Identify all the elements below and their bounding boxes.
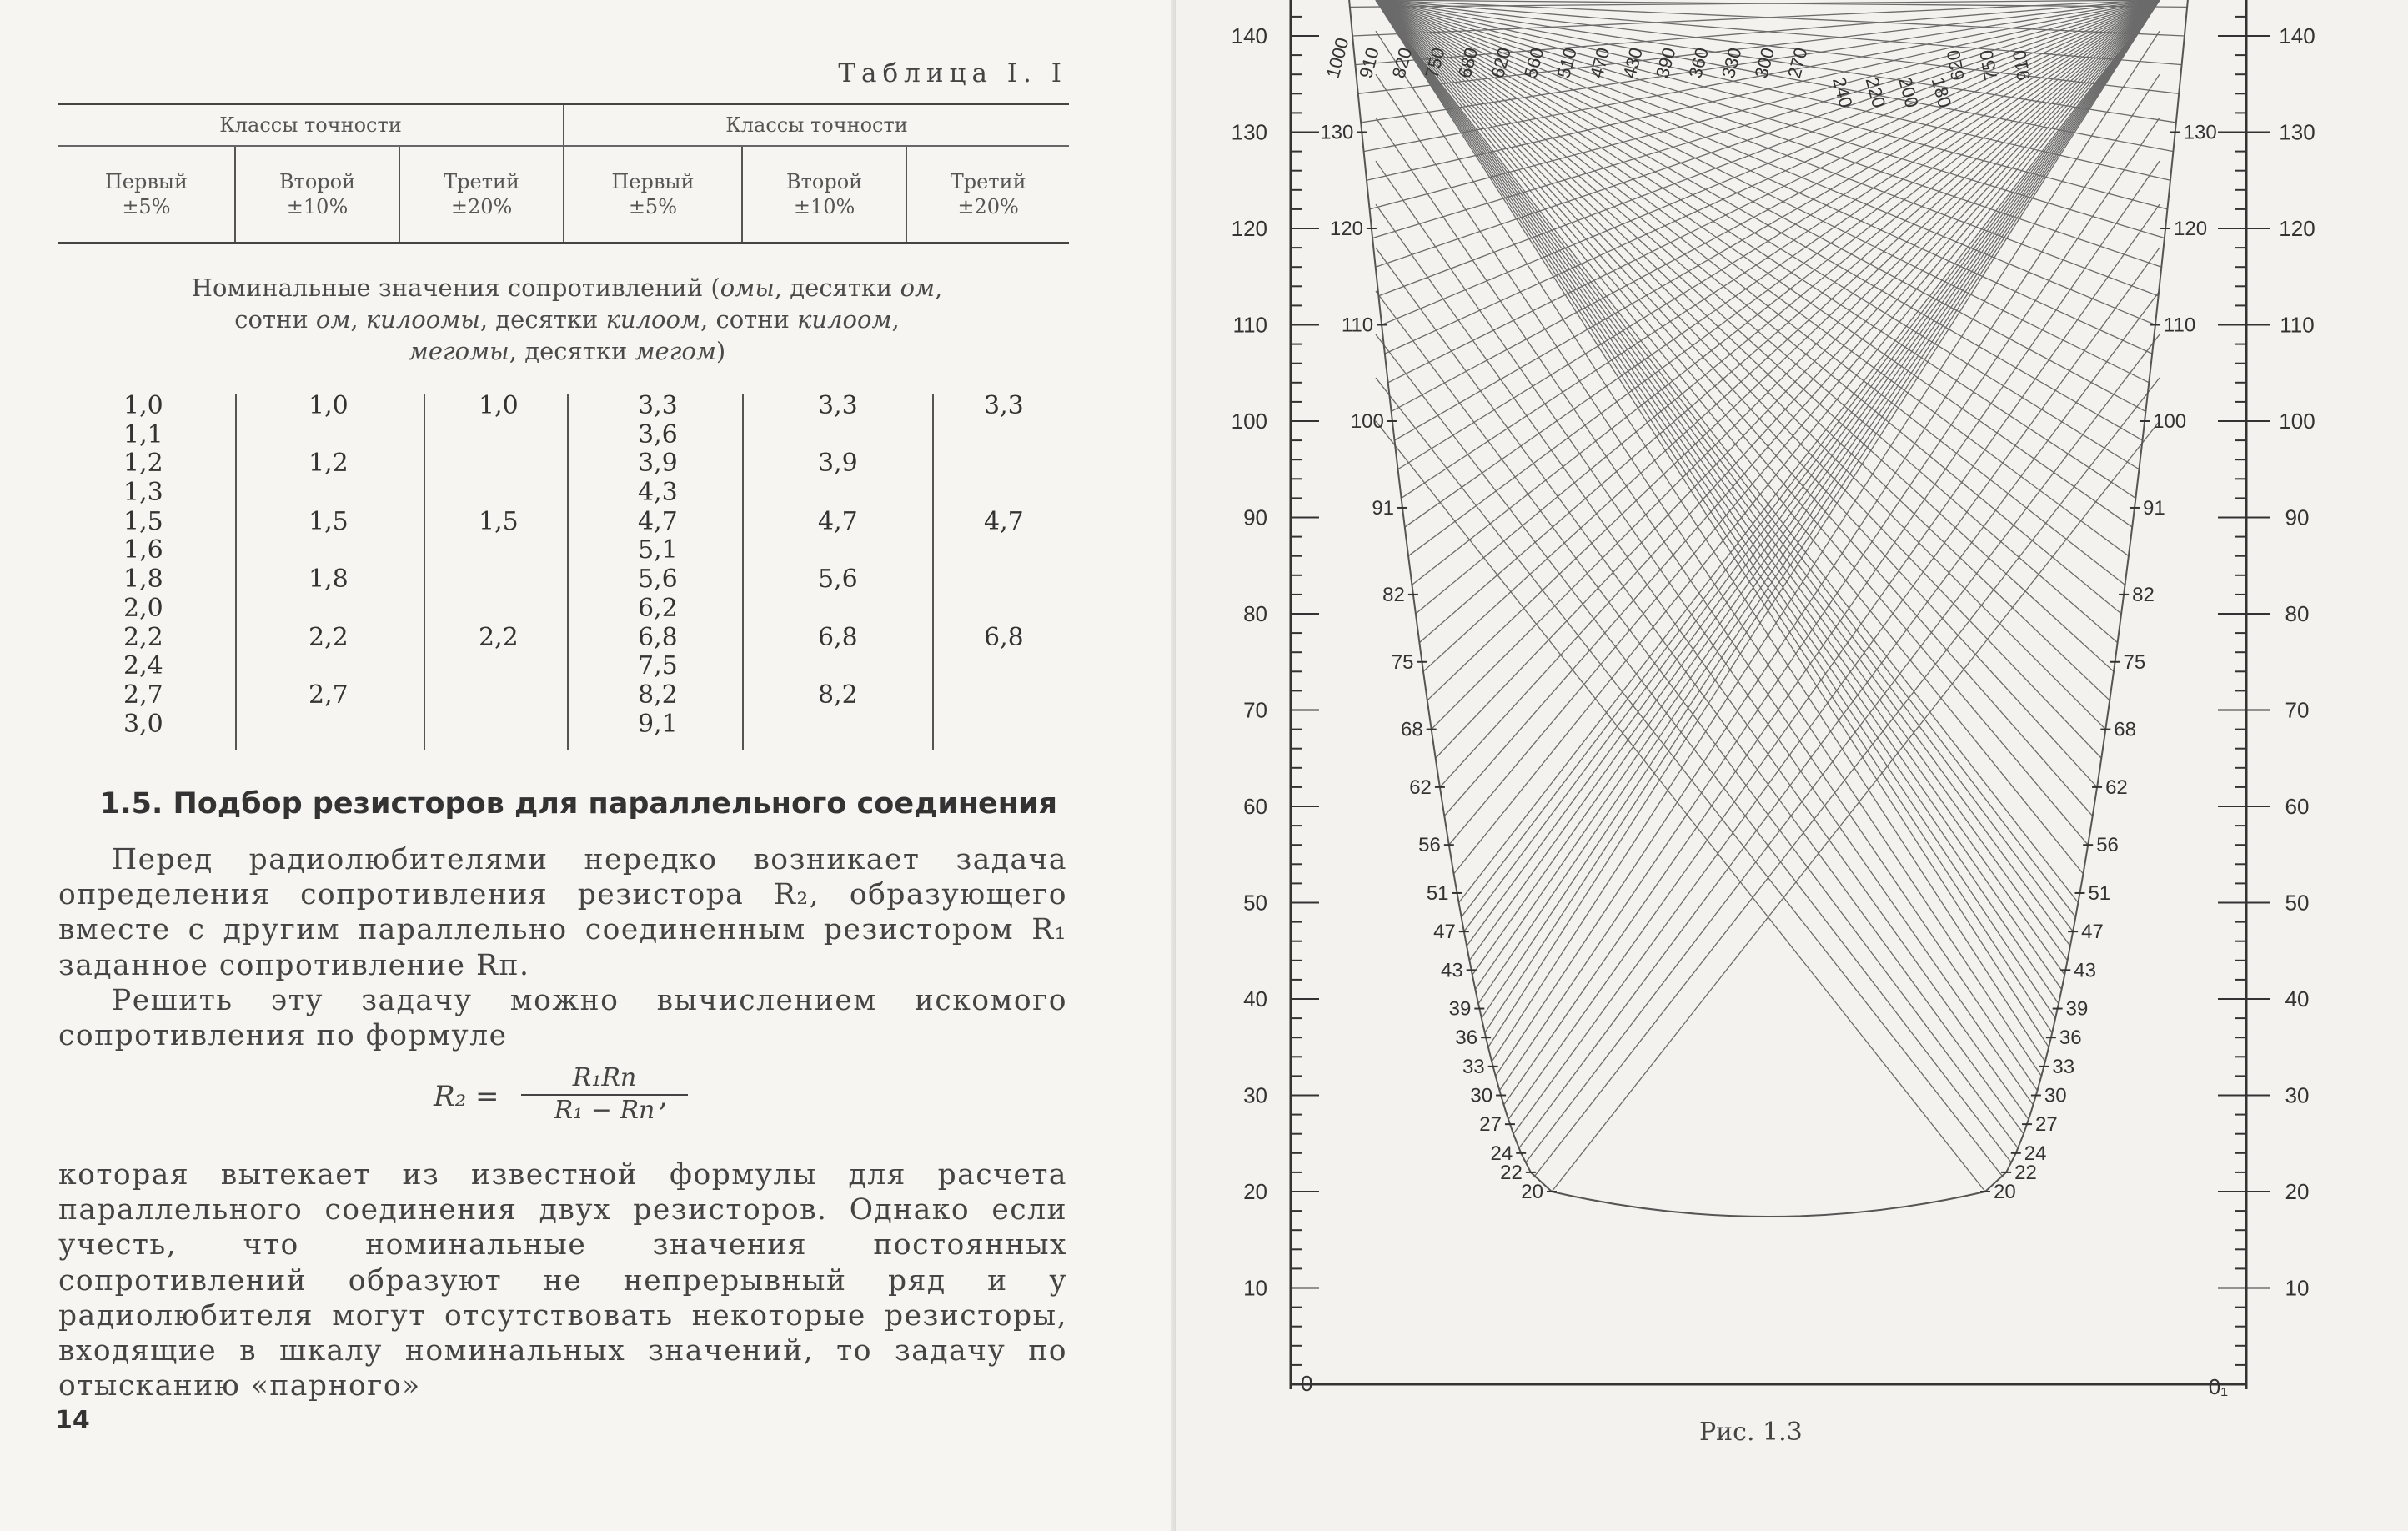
- table-cell: 4,7: [638, 506, 678, 536]
- table-cell: 2,2: [479, 622, 519, 652]
- table-cell: 5,6: [818, 565, 858, 595]
- right-axis-label: 60: [2285, 794, 2310, 819]
- left-curve-label: 91: [1372, 496, 1395, 520]
- left-axis-label: 20: [1243, 1179, 1267, 1204]
- grid-line-ascending: [1496, 74, 2160, 1076]
- right-curve-label: 36: [2059, 1027, 2082, 1050]
- table-cell: 1,6: [123, 535, 163, 565]
- top-curve-label: 910: [1355, 45, 1383, 81]
- grid-line-descending: [1376, 0, 2070, 946]
- table-cell: 4,7: [984, 506, 1024, 536]
- left-curve-label: 27: [1479, 1113, 1502, 1137]
- table-cell: [818, 536, 858, 565]
- table-cell: 1,8: [309, 565, 349, 595]
- values-column: [479, 392, 519, 739]
- right-axis-label: 80: [2285, 601, 2310, 626]
- funnel-right-edge: [1985, 0, 2202, 1192]
- table-cell: [984, 565, 1024, 595]
- right-curve-label: 100: [2153, 410, 2187, 433]
- table-cell: 1,1: [123, 419, 163, 449]
- column-divider: [742, 394, 744, 750]
- table-cell: [309, 710, 349, 740]
- table-cell: 8,2: [818, 680, 858, 710]
- table-caption: Таблица I. I: [838, 58, 1067, 88]
- grid-line-ascending: [1462, 0, 2160, 917]
- right-curve-label: 20: [1994, 1181, 2016, 1203]
- grid-line-descending: [1376, 31, 2045, 1062]
- values-column: [309, 392, 349, 739]
- table-cell: [984, 652, 1024, 681]
- table-cell: [479, 421, 519, 450]
- table-cell: [479, 595, 519, 624]
- table-cell: [984, 479, 1024, 508]
- table-cell: [818, 652, 858, 681]
- table-cell: 7,5: [638, 651, 678, 681]
- right-axis-label: 10: [2285, 1275, 2310, 1301]
- left-axis-label: 130: [1231, 119, 1267, 145]
- table-cell: [479, 449, 519, 479]
- left-axis-label: 30: [1243, 1082, 1267, 1108]
- right-curve-label: 130: [2183, 121, 2217, 144]
- right-axis-label: 130: [2279, 119, 2315, 145]
- column-divider: [567, 394, 569, 750]
- right-curve-label: 110: [2163, 314, 2196, 337]
- table-cell: [479, 536, 519, 565]
- table-cell: 3,6: [638, 419, 678, 449]
- table-cell: 3,3: [984, 391, 1024, 420]
- left-axis-label: 50: [1243, 890, 1267, 916]
- right-curve-label: 68: [2114, 718, 2137, 741]
- right-axis-label: 30: [2285, 1082, 2310, 1108]
- top-curve-label: 470: [1585, 45, 1614, 81]
- right-curve-label: 47: [2081, 921, 2104, 944]
- right-curve-label: 51: [2088, 881, 2111, 905]
- table-cell: [479, 681, 519, 710]
- table-cell: [309, 595, 349, 624]
- left-axis-label: 10: [1243, 1275, 1267, 1301]
- axis-zero-right: 0₁: [2208, 1374, 2228, 1399]
- right-curve-label: 82: [2132, 583, 2155, 606]
- left-curve-label: 43: [1441, 959, 1463, 982]
- left-curve-label: 75: [1391, 650, 1414, 674]
- table-cell: 2,7: [123, 680, 163, 710]
- table-note: Номинальные значения сопротивлений (омы, десятки ом, сотни ом, килоомы, десятки килоом, сотни килоом, мегомы, десятки мегом): [191, 274, 943, 365]
- table-cell: [984, 710, 1024, 740]
- grid-line-ascending: [1519, 291, 2160, 1148]
- right-curve-label: 27: [2035, 1113, 2058, 1137]
- axis-zero-left: 0: [1301, 1371, 1313, 1396]
- values-column: [123, 392, 163, 739]
- funnel-left-edge: [1335, 0, 1552, 1192]
- table-cell: 1,8: [123, 565, 163, 595]
- table-cell: 9,1: [638, 709, 678, 739]
- top-curve-label: 430: [1618, 45, 1648, 81]
- top-curve-label: 680: [1453, 45, 1482, 81]
- top-curve-label: 220: [1861, 74, 1890, 110]
- table-cell: [479, 710, 519, 740]
- left-curve-label: 30: [1470, 1084, 1493, 1107]
- grid-line-descending: [1376, 74, 2041, 1076]
- table-cell: 3,3: [818, 391, 858, 420]
- paragraph-1: Перед радиолюбителями нередко возникает задача определения сопротивления резистора R₂, образующего вместе с другим параллельно соединенным резистором R₁ заданное сопротивление Rп. Решить эту задачу можно вычислением искомого сопротивления по формуле: [58, 843, 1067, 1053]
- figure-caption: Рис. 1.3: [1699, 1418, 1803, 1447]
- right-axis-label: 20: [2285, 1179, 2310, 1204]
- table-cell: 1,2: [123, 449, 163, 479]
- left-curve-label: 22: [1500, 1161, 1523, 1184]
- left-curve-label: 47: [1433, 921, 1456, 944]
- left-axis-label: 90: [1243, 504, 1267, 530]
- left-curve-label: 68: [1400, 718, 1423, 741]
- left-curve-label: 62: [1409, 776, 1432, 799]
- grid-line-ascending: [1492, 31, 2160, 1062]
- right-axis-label: 140: [2279, 23, 2315, 48]
- top-curve-label: 750: [1975, 48, 2002, 83]
- table-cell: 2,2: [309, 622, 349, 652]
- table-cell: 3,0: [123, 709, 163, 739]
- top-curve-label: 820: [1387, 45, 1417, 81]
- table-cell: 1,5: [123, 506, 163, 536]
- right-axis-label: 120: [2279, 216, 2315, 241]
- grid-line-descending: [1376, 0, 2075, 917]
- right-curve-label: 24: [2024, 1142, 2047, 1165]
- top-curve-label: 750: [1421, 45, 1449, 81]
- left-axis-label: 120: [1231, 216, 1267, 241]
- column-header: Первый ±5%: [58, 146, 235, 243]
- left-curve-label: 24: [1490, 1142, 1513, 1165]
- right-curve-label: 30: [2044, 1084, 2067, 1107]
- column-header: Первый ±5%: [564, 146, 742, 243]
- top-curve-label: 240: [1829, 74, 1857, 110]
- formula-denominator: R₁ − Rп: [554, 1096, 655, 1125]
- left-curve-label: 33: [1462, 1055, 1485, 1078]
- top-curve-label: 620: [1487, 45, 1515, 81]
- left-curve-label: 51: [1426, 881, 1449, 905]
- top-curve-label: 270: [1783, 45, 1812, 81]
- right-axis-label: 70: [2285, 697, 2310, 723]
- column-header: Второй ±10%: [742, 146, 906, 243]
- table-cell: [309, 421, 349, 450]
- table-cell: [984, 449, 1024, 479]
- section-title: 1.5. Подбор резисторов для параллельного соединения: [100, 787, 1057, 821]
- left-axis-label: 60: [1243, 794, 1267, 819]
- table-cell: [818, 595, 858, 624]
- table-cell: 3,3: [638, 391, 678, 420]
- table-cell: [479, 479, 519, 508]
- top-curve-label: 620: [1942, 48, 1969, 83]
- right-axis-label: 100: [2279, 409, 2315, 434]
- column-divider: [235, 394, 237, 750]
- grid-line-ascending: [1467, 0, 2160, 946]
- table-cell: 4,7: [818, 506, 858, 536]
- table-cell: 2,2: [123, 622, 163, 652]
- table-cell: 5,6: [638, 565, 678, 595]
- grid-line-ascending: [1372, 0, 2160, 238]
- left-axis-label: 140: [1231, 23, 1267, 48]
- column-divider: [932, 394, 934, 750]
- table-cell: [818, 479, 858, 508]
- table-cell: [479, 565, 519, 595]
- grid-line-ascending: [1464, 0, 2160, 931]
- right-curve-label: 120: [2174, 218, 2208, 240]
- table-cell: 4,3: [638, 478, 678, 508]
- left-axis-label: 80: [1243, 601, 1267, 626]
- right-curve-label: 62: [2105, 776, 2128, 799]
- top-curve-label: 180: [1927, 74, 1956, 110]
- column-divider: [424, 394, 425, 750]
- right-axis-label: 50: [2285, 890, 2310, 916]
- left-page: Таблица I. I Классы точности Классы точности Первый ±5% Второй ±10% Третий ±20% Первый ±5% Второй ±10% Третий ±20% Номинальные значения сопротивлений (омы, десятки ом, сотни ом, килоомы, десятки килоом, сотни килоом, мегомы, десятки мегом) 1,0 1,1 1,2 1,3 1,5 1,6 1,8 2,0 2,2 2,4 2,7 3,0 1,0 1,2 1,5 1,8 2,2 2,7 1,0 1,5 2,2 3,3 3,6 3,9 4,3 4,7 5,1 5,6 6,2 6,8 7,5 8,2 9,1 3,3 3,9 4,7 5,6 6,8 8,2 3,3 4,7 6,8 1.5. Подбор резисторов для параллельного соединения Перед радиолюбителями нередко возникает задача определения сопротивления резистора R₂, образующего вместе с другим параллельно соединенным резистором R₁ заданное сопротивление Rп. Решить эту задачу можно вычислением искомого сопротивления по формуле R₂ = R₁Rп R₁ − Rп , которая вытекает из известной формулы для расчета параллельного соединения двух резисторов. Однако если учесть, что номинальные значения постоянных сопротивлений образуют не непрерывный ряд и у радиолюбителя могут отсутствовать некоторые резисторы, входящие в шкалу номинальных значений, то задачу по отысканию «парного» 14: [0, 0, 1176, 1531]
- table-cell: 1,0: [123, 391, 163, 420]
- right-curve-label: 22: [2014, 1161, 2037, 1184]
- table-cell: [309, 536, 349, 565]
- table-cell: [984, 681, 1024, 710]
- table-cell: [984, 595, 1024, 624]
- grid-line-descending: [1376, 0, 2083, 874]
- table-cell: 6,8: [818, 622, 858, 652]
- right-axis-label: 110: [2280, 312, 2315, 338]
- table-cell: 5,1: [638, 535, 678, 565]
- left-curve-label: 130: [1320, 121, 1354, 144]
- table-cell: 1,0: [479, 391, 519, 420]
- left-axis-label: 40: [1243, 986, 1267, 1011]
- table-cell: 6,2: [638, 593, 678, 623]
- table-cell: 8,2: [638, 680, 678, 710]
- top-curve-label: 910: [2008, 48, 2034, 83]
- grid-line-ascending: [1449, 0, 2160, 845]
- table-cell: 1,3: [123, 478, 163, 508]
- left-curve-label: 110: [1341, 314, 1374, 337]
- table-cell: 3,9: [638, 449, 678, 479]
- page-number: 14: [55, 1406, 90, 1435]
- left-curve-label: 120: [1329, 218, 1363, 240]
- table-cell: 2,4: [123, 651, 163, 681]
- group-label-right: Классы точности: [564, 104, 1069, 147]
- column-header: Третий ±20%: [906, 146, 1069, 243]
- formula-numerator: R₁Rп: [521, 1063, 688, 1096]
- funnel-bottom-edge: [1552, 1192, 1985, 1217]
- column-header: Третий ±20%: [399, 146, 564, 243]
- right-curve-label: 75: [2123, 650, 2146, 674]
- table-cell: [984, 421, 1024, 450]
- values-column: [818, 392, 858, 739]
- values-column: [984, 392, 1024, 739]
- table-cell: 6,8: [638, 622, 678, 652]
- left-curve-label: 100: [1350, 410, 1384, 433]
- right-curve-label: 56: [2096, 834, 2119, 857]
- column-header: Второй ±10%: [235, 146, 399, 243]
- table-cell: [984, 536, 1024, 565]
- right-curve-label: 33: [2052, 1055, 2075, 1078]
- resistor-nomogram: [1176, 0, 2408, 1531]
- grid-line-ascending: [1412, 0, 2160, 585]
- top-curve-label: 300: [1750, 45, 1779, 81]
- grid-line-descending: [1376, 0, 2073, 931]
- right-curve-label: 91: [2142, 496, 2165, 520]
- table-cell: 2,0: [123, 593, 163, 623]
- left-axis-label: 110: [1232, 312, 1267, 338]
- grid-line-ascending: [1416, 0, 2160, 614]
- top-curve-label: 390: [1651, 45, 1680, 81]
- right-curve-label: 43: [2074, 959, 2096, 982]
- left-axis-label: 100: [1231, 409, 1267, 434]
- left-curve-label: 82: [1382, 583, 1405, 606]
- values-column: [638, 392, 678, 739]
- top-curve-label: 360: [1684, 45, 1713, 81]
- table-cell: [479, 652, 519, 681]
- right-page: [1176, 0, 2408, 1531]
- grid-line-ascending: [1472, 0, 2160, 975]
- table-cell: 1,2: [309, 449, 349, 479]
- table-cell: [309, 652, 349, 681]
- top-curve-label: 200: [1894, 74, 1923, 110]
- right-axis-label: 40: [2285, 986, 2310, 1011]
- left-curve-label: 39: [1448, 997, 1472, 1021]
- table-cell: 2,7: [309, 680, 349, 710]
- left-curve-label: 20: [1521, 1181, 1543, 1203]
- grid-line-descending: [1376, 0, 2097, 787]
- resistor-table-header: [58, 103, 1069, 244]
- right-curve-label: 39: [2065, 997, 2089, 1021]
- paragraph-3: которая вытекает из известной формулы для расчета параллельного соединения двух резисторов. Однако если учесть, что номинальные значения постоянных сопротивлений образуют не непрерывный ряд и у радиолюбителя могут отсутствовать некоторые резисторы, входящие в шкалу номинальных значений, то задачу по отысканию «парного»: [58, 1158, 1067, 1403]
- table-cell: [818, 421, 858, 450]
- grid-line-ascending: [1454, 0, 2160, 874]
- table-cell: 3,9: [818, 449, 858, 479]
- grid-line-ascending: [1440, 0, 2160, 787]
- table-cell: [818, 710, 858, 740]
- table-cell: 6,8: [984, 622, 1024, 652]
- left-curve-label: 36: [1455, 1027, 1478, 1050]
- left-curve-label: 56: [1418, 834, 1441, 857]
- top-curve-label: 1000: [1322, 35, 1353, 81]
- top-curve-label: 330: [1717, 45, 1746, 81]
- top-curve-label: 560: [1519, 45, 1548, 81]
- table-cell: 1,5: [479, 506, 519, 536]
- right-axis-label: 90: [2285, 504, 2310, 530]
- table-cell: [309, 479, 349, 508]
- grid-line-descending: [1376, 0, 2105, 730]
- table-cell: 1,0: [309, 391, 349, 420]
- grid-line-ascending: [1432, 0, 2160, 730]
- table-cell: 1,5: [309, 506, 349, 536]
- top-curve-label: 510: [1553, 45, 1581, 81]
- left-axis-label: 70: [1243, 697, 1267, 723]
- group-label-left: Классы точности: [58, 104, 564, 147]
